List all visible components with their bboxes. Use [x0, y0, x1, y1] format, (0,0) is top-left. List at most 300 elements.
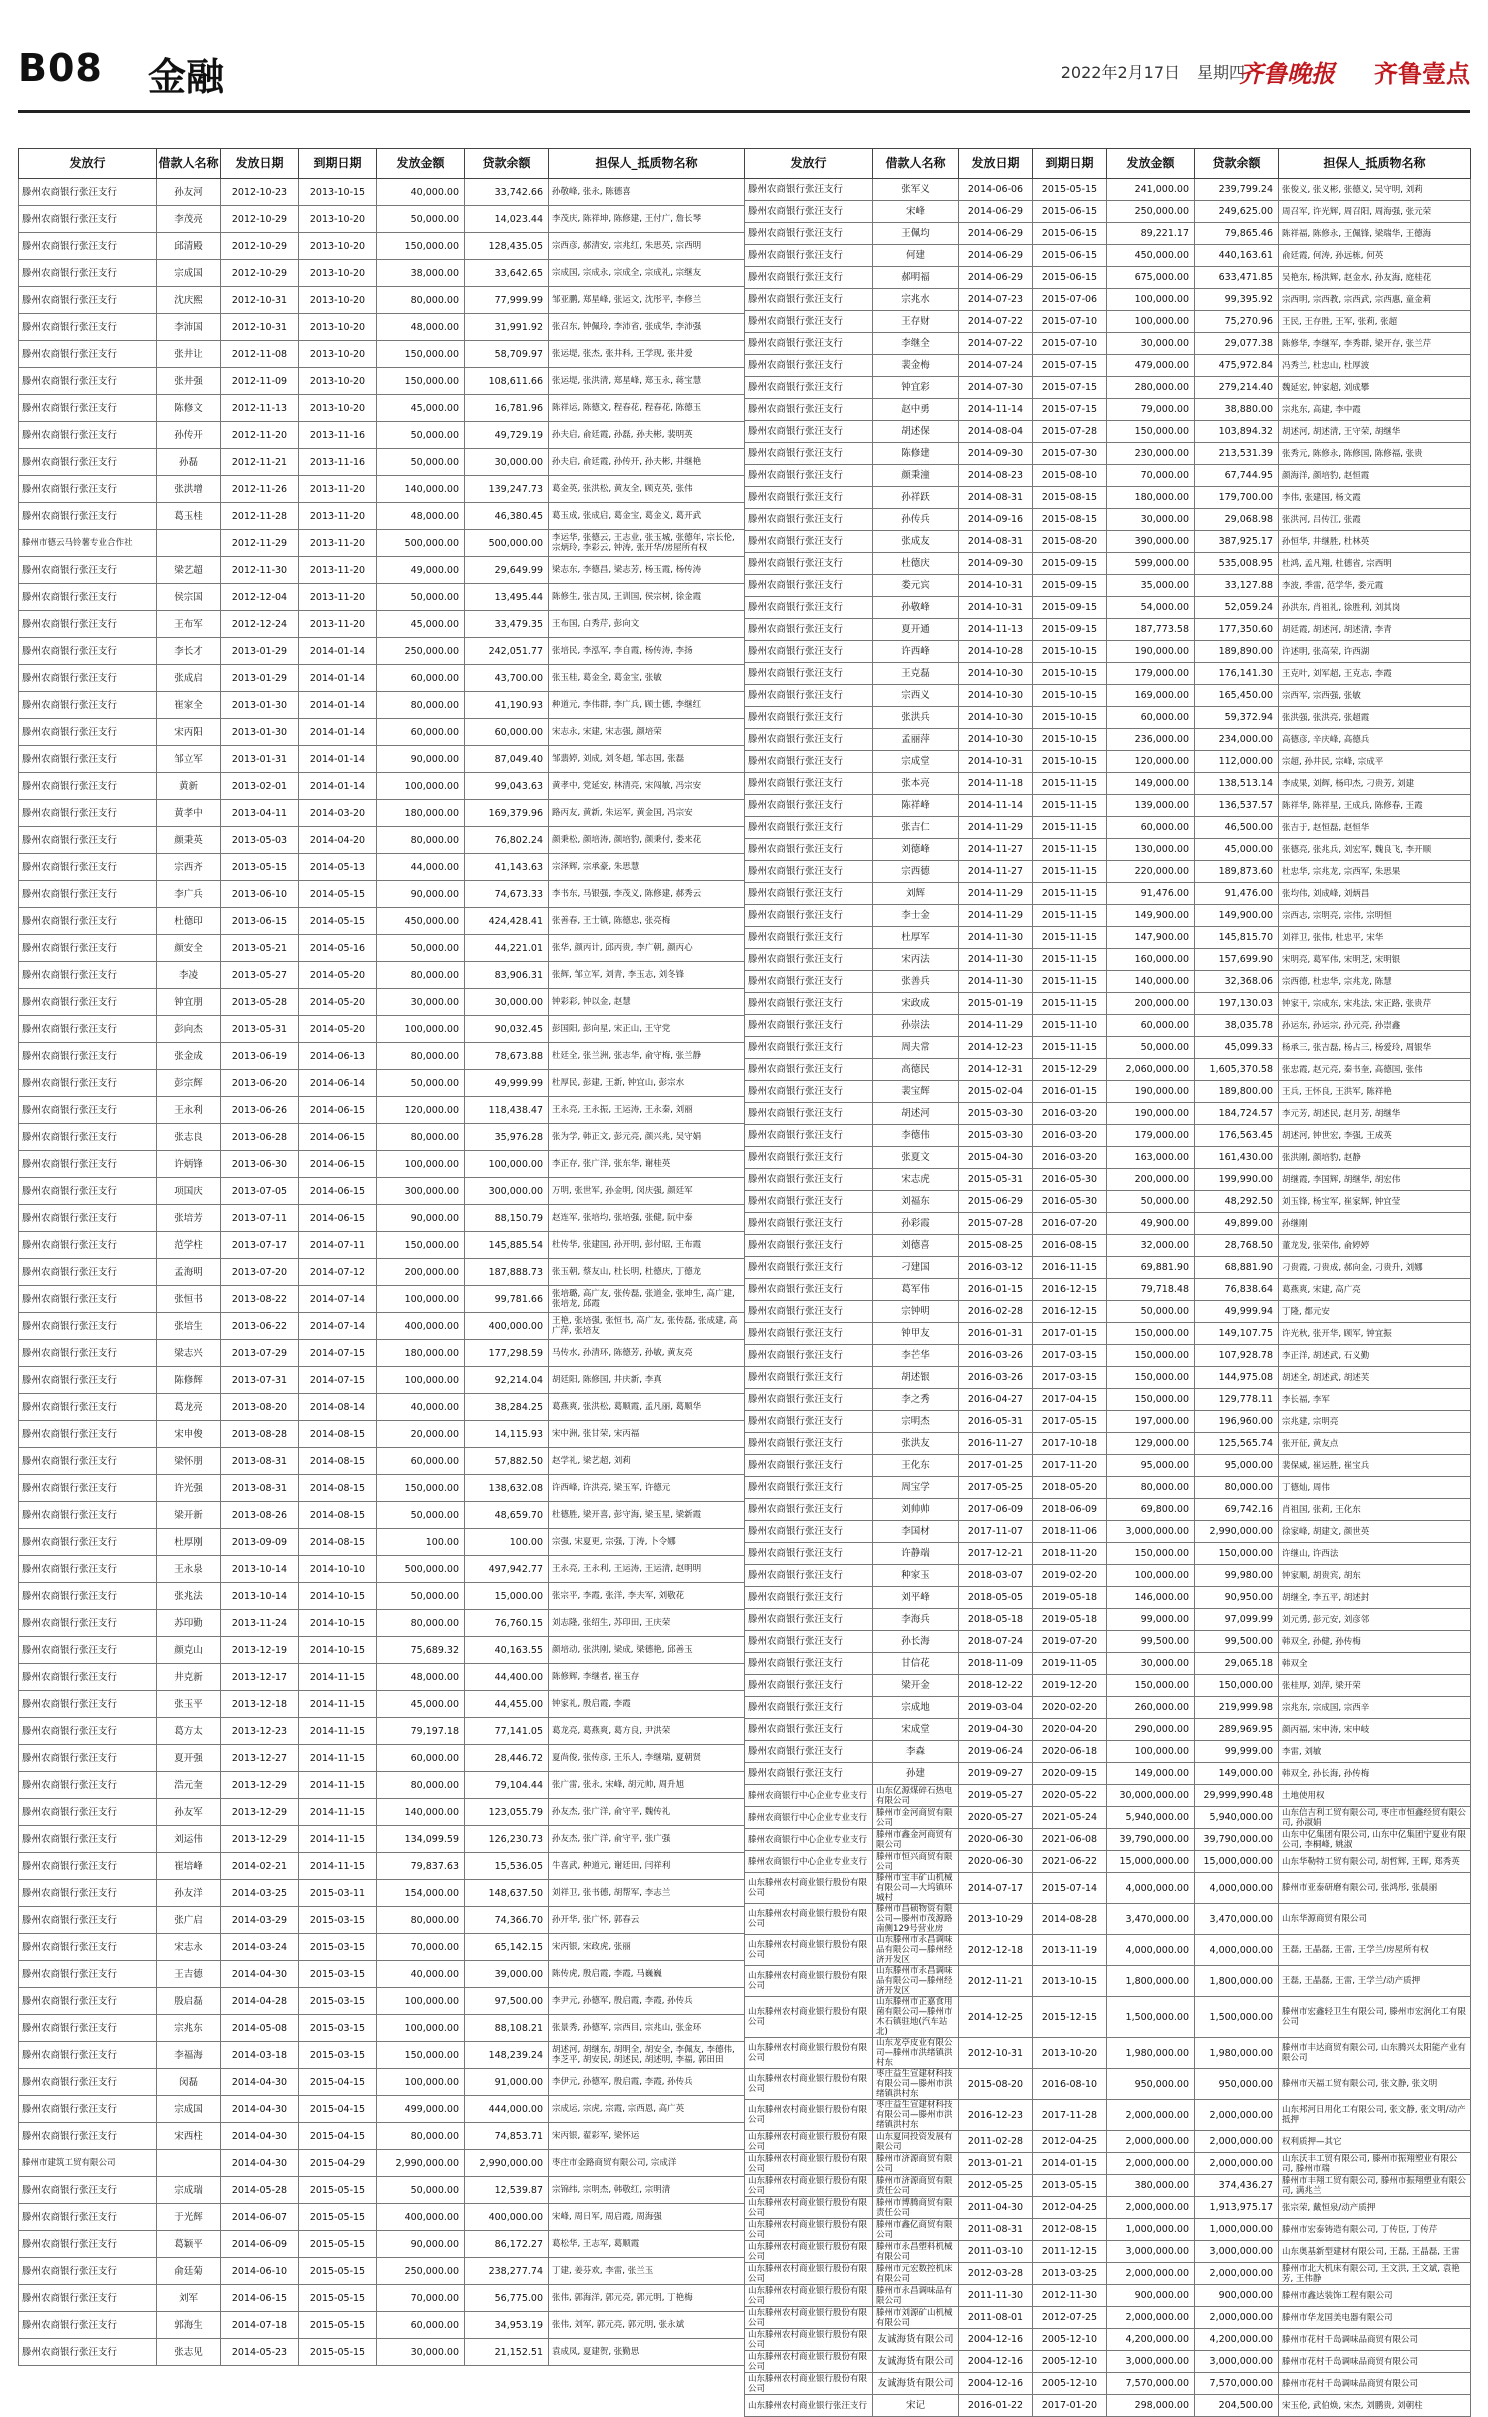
table-cell: 2014-01-15 — [1033, 2153, 1107, 2175]
table-row — [19, 827, 745, 854]
table-cell: 张成友 — [873, 531, 959, 553]
table-cell: 张均伟, 刘成峰, 刘炳昌 — [1279, 883, 1471, 905]
table-cell: 滕州农商银行张汪支行 — [745, 1587, 873, 1609]
table-cell: 60,000.00 — [377, 665, 465, 692]
table-cell: 滕州农商银行张汪支行 — [745, 1609, 873, 1631]
table-cell: 29,065.18 — [1195, 1653, 1279, 1675]
table-cell: 孟丽萍 — [873, 729, 959, 751]
table-cell: 张井强 — [157, 368, 221, 395]
table-cell: 2016-03-20 — [1033, 1103, 1107, 1125]
table-cell: 宗西齐 — [157, 854, 221, 881]
table-cell: 190,000.00 — [1107, 1103, 1195, 1125]
table-row — [19, 1961, 745, 1988]
table-cell: 2013-10-14 — [221, 1583, 299, 1610]
table-row — [19, 422, 745, 449]
table-cell: 滕州农商银行张汪支行 — [745, 1499, 873, 1521]
table-cell: 139,247.73 — [465, 476, 549, 503]
table-row — [745, 2100, 1471, 2131]
table-cell: 2013-01-29 — [221, 665, 299, 692]
table-cell: 46,380.45 — [465, 503, 549, 530]
table-cell: 2014-05-16 — [299, 935, 377, 962]
table-cell: 79,000.00 — [1107, 399, 1195, 421]
table-row — [745, 1103, 1471, 1125]
table-cell: 220,000.00 — [1107, 861, 1195, 883]
table-row — [19, 557, 745, 584]
table-cell: 200,000.00 — [1107, 1169, 1195, 1191]
table-cell: 滕州农商银行张汪支行 — [19, 2123, 157, 2150]
table-row — [745, 1015, 1471, 1037]
table-cell: 苏印勤 — [157, 1610, 221, 1637]
table-cell: 2013-08-28 — [221, 1421, 299, 1448]
table-cell: 2020-05-22 — [1033, 1785, 1107, 1807]
table-cell: 2015-03-15 — [299, 1961, 377, 1988]
table-cell: 王磊, 王晶磊, 王雷, 王学兰/房屋所有权 — [1279, 1935, 1471, 1966]
table-cell: 滕州农商银行张汪支行 — [745, 1631, 873, 1653]
table-cell: 2015-04-29 — [299, 2150, 377, 2177]
table-cell: 宗成国 — [157, 2096, 221, 2123]
table-cell: 张洪河, 吕传江, 张霞 — [1279, 509, 1471, 531]
table-cell: 2016-05-31 — [959, 1411, 1033, 1433]
table-cell: 梁开新 — [157, 1502, 221, 1529]
table-cell: 葛龙亮, 葛燕爽, 葛方良, 尹洪荣 — [549, 1718, 745, 1745]
col-amount: 发放金额 — [377, 149, 465, 179]
table-cell: 2,000,000.00 — [1107, 2197, 1195, 2219]
table-cell: 150,000.00 — [377, 2042, 465, 2069]
table-cell: 100.00 — [377, 1529, 465, 1556]
table-cell: 种家玉 — [873, 1565, 959, 1587]
table-cell: 滕州农商银行张汪支行 — [19, 719, 157, 746]
table-row — [19, 1475, 745, 1502]
table-cell: 滕州市鑫达装饰工程有限公司 — [1279, 2285, 1471, 2307]
table-cell: 山东夏同投资发展有限公司 — [873, 2131, 959, 2153]
table-cell: 5,940,000.00 — [1107, 1807, 1195, 1829]
table-cell: 2016-01-22 — [959, 2395, 1033, 2417]
table-cell: 2020-04-20 — [1033, 1719, 1107, 1741]
issue-date: 2022年2月17日 — [1060, 63, 1180, 82]
table-cell: 杜廷全, 张兰洲, 张志华, 俞守梅, 张兰静 — [549, 1043, 745, 1070]
table-cell: 宋政成 — [873, 993, 959, 1015]
table-cell: 滕州农商银行中心企业专业支行 — [745, 1807, 873, 1829]
table-row — [19, 1772, 745, 1799]
table-row — [745, 1235, 1471, 1257]
table-cell: 山东滕州农村商业银行股份有限公司 — [745, 2263, 873, 2285]
table-row — [19, 2177, 745, 2204]
table-row — [745, 201, 1471, 223]
table-row — [19, 2015, 745, 2042]
table-cell: 90,032.45 — [465, 1016, 549, 1043]
table-cell: 33,642.65 — [465, 260, 549, 287]
table-cell: 王艳, 张培强, 张恒书, 高广友, 张传磊, 张成建, 高广萍, 张培友 — [549, 1313, 745, 1340]
table-cell: 67,744.95 — [1195, 465, 1279, 487]
table-cell: 滕州农商银行张汪支行 — [19, 1124, 157, 1151]
table-row — [745, 1904, 1471, 1935]
table-cell: 滕州农商银行张汪支行 — [745, 1367, 873, 1389]
table-cell: 187,773.58 — [1107, 619, 1195, 641]
table-cell: 2014-08-14 — [299, 1394, 377, 1421]
table-cell: 滕州农商银行张汪支行 — [745, 223, 873, 245]
table-cell: 2019-04-30 — [959, 1719, 1033, 1741]
table-cell: 山东滕州农村商业银行股份有限公司 — [745, 1873, 873, 1904]
table-cell: 2013-08-31 — [221, 1448, 299, 1475]
table-cell: 7,570,000.00 — [1107, 2373, 1195, 2395]
table-cell: 7,570,000.00 — [1195, 2373, 1279, 2395]
table-cell: 2016-05-30 — [1033, 1191, 1107, 1213]
col-amount: 发放金额 — [1107, 149, 1195, 179]
table-cell: 2019-03-04 — [959, 1697, 1033, 1719]
table-cell: 2012-11-30 — [1033, 2285, 1107, 2307]
table-cell: 179,000.00 — [1107, 1125, 1195, 1147]
table-cell: 滕州农商银行张汪支行 — [19, 1043, 157, 1070]
table-cell: 崔家全 — [157, 692, 221, 719]
table-row — [745, 2131, 1471, 2153]
table-cell: 刘军 — [157, 2285, 221, 2312]
table-cell: 2014-03-20 — [299, 800, 377, 827]
table-cell: 2014-07-17 — [959, 1873, 1033, 1904]
table-cell: 78,673.88 — [465, 1043, 549, 1070]
table-row — [745, 2351, 1471, 2373]
table-cell: 2005-12-10 — [1033, 2373, 1107, 2395]
table-cell: 900,000.00 — [1107, 2285, 1195, 2307]
table-cell: 50,000.00 — [1107, 1037, 1195, 1059]
table-cell: 李芒华 — [873, 1345, 959, 1367]
table-row — [19, 233, 745, 260]
table-cell: 150,000.00 — [1195, 1543, 1279, 1565]
table-cell: 14,115.93 — [465, 1421, 549, 1448]
table-cell: 33,479.35 — [465, 611, 549, 638]
col-balance: 贷款余额 — [1195, 149, 1279, 179]
table-cell: 孙友杰, 张广洋, 俞守平, 张广强 — [549, 1826, 745, 1853]
table-cell: 97,500.00 — [465, 1988, 549, 2015]
table-cell: 2014-08-31 — [959, 487, 1033, 509]
table-row — [745, 553, 1471, 575]
table-row — [19, 1691, 745, 1718]
table-cell: 滕州农商银行张汪支行 — [745, 1389, 873, 1411]
table-cell: 张伟, 刘军, 郭元亮, 郭元明, 张永斌 — [549, 2312, 745, 2339]
table-row — [19, 287, 745, 314]
table-cell: 滕州农商银行张汪支行 — [19, 611, 157, 638]
table-cell: 山东滕州农村商业银行股份有限公司 — [745, 2219, 873, 2241]
table-cell: 2012-11-26 — [221, 476, 299, 503]
table-cell: 2014-10-28 — [959, 641, 1033, 663]
table-cell: 宋玉伦, 武伯焕, 宋杰, 刘鹏贵, 刘朝柱 — [1279, 2395, 1471, 2417]
table-cell: 山东信吉利工贸有限公司, 枣庄市恒鑫经贸有限公司, 孙淑娟 — [1279, 1807, 1471, 1829]
table-cell: 滕州农商银行张汪支行 — [745, 1081, 873, 1103]
table-cell: 43,700.00 — [465, 665, 549, 692]
table-cell: 陈修生, 张吉凤, 王训国, 侯宗树, 徐金霞 — [549, 584, 745, 611]
table-cell: 2011-11-30 — [959, 2285, 1033, 2307]
table-cell: 于光辉 — [157, 2204, 221, 2231]
table-cell: 宋记 — [873, 2395, 959, 2417]
table-row — [745, 839, 1471, 861]
table-cell: 12,539.87 — [465, 2177, 549, 2204]
table-cell: 2013-06-30 — [221, 1151, 299, 1178]
table-row — [19, 1043, 745, 1070]
table-cell: 滕州农商银行张汪支行 — [19, 1772, 157, 1799]
table-cell: 项国庆 — [157, 1178, 221, 1205]
table-cell: 颜秉松, 颜培涛, 颜培豹, 颜秉付, 娄来花 — [549, 827, 745, 854]
table-cell: 2005-12-10 — [1033, 2351, 1107, 2373]
table-cell: 孙友洋 — [157, 1880, 221, 1907]
table-cell: 169,379.96 — [465, 800, 549, 827]
table-cell: 孙友河 — [157, 179, 221, 206]
table-cell: 154,000.00 — [377, 1880, 465, 1907]
table-cell: 150,000.00 — [377, 233, 465, 260]
table-cell: 2013-01-30 — [221, 692, 299, 719]
table-cell: 2020-09-15 — [1033, 1763, 1107, 1785]
table-row — [745, 597, 1471, 619]
table-cell: 滕州农商银行张汪支行 — [19, 962, 157, 989]
table-cell: 2015-07-10 — [1033, 311, 1107, 333]
table-cell: 2013-01-30 — [221, 719, 299, 746]
table-cell: 山东滕州农村商业银行股份有限公司 — [745, 2329, 873, 2351]
table-cell: 张成启 — [157, 665, 221, 692]
table-cell: 滕州市丰达商贸有限公司, 山东腾兴太阳能产业有限公司 — [1279, 2038, 1471, 2069]
table-cell: 李长福, 李军 — [1279, 1389, 1471, 1411]
table-cell: 500,000.00 — [377, 530, 465, 557]
table-cell: 滕州农商银行张汪支行 — [745, 1763, 873, 1785]
table-cell: 2014-07-14 — [299, 1313, 377, 1340]
table-cell: 徐家峰, 胡建文, 颜世英 — [1279, 1521, 1471, 1543]
table-cell: 2013-12-17 — [221, 1664, 299, 1691]
table-cell: 滕州农商银行张汪支行 — [19, 584, 157, 611]
table-cell: 91,000.00 — [465, 2069, 549, 2096]
table-cell: 2016-11-15 — [1033, 1257, 1107, 1279]
table-cell: 675,000.00 — [1107, 267, 1195, 289]
table-cell: 2016-03-20 — [1033, 1147, 1107, 1169]
table-cell: 山东滕州农村商业银行股份有限公司 — [745, 1966, 873, 1997]
table-cell: 189,890.00 — [1195, 641, 1279, 663]
table-cell: 孙恒华, 井继胜, 杜林英 — [1279, 531, 1471, 553]
table-cell: 张军义 — [873, 179, 959, 201]
table-cell: 48,000.00 — [377, 503, 465, 530]
table-cell: 孙友军 — [157, 1799, 221, 1826]
table-cell: 2014-06-14 — [299, 1070, 377, 1097]
table-cell: 249,625.00 — [1195, 201, 1279, 223]
table-cell: 滕州市丰翔工贸有限公司, 滕州市振翔塑业有限公司, 满兆兰 — [1279, 2175, 1471, 2197]
table-cell: 2014-08-15 — [299, 1475, 377, 1502]
table-cell: 宗西德, 杜忠华, 宗兆龙, 陈慧 — [1279, 971, 1471, 993]
table-cell: 夏开通 — [873, 619, 959, 641]
table-cell: 2014-06-29 — [959, 223, 1033, 245]
table-cell: 2013-10-20 — [299, 233, 377, 260]
table-cell: 50,000.00 — [377, 1583, 465, 1610]
table-cell: 2,060,000.00 — [1107, 1059, 1195, 1081]
table-row — [19, 395, 745, 422]
table-cell: 邹翡婷, 刘成, 刘冬超, 邹志国, 张磊 — [549, 746, 745, 773]
table-cell: 滕州农商银行张汪支行 — [745, 1191, 873, 1213]
table-cell: 2018-05-20 — [1033, 1477, 1107, 1499]
table-cell: 滕州农商银行张汪支行 — [745, 201, 873, 223]
table-cell: 2014-11-14 — [959, 795, 1033, 817]
table-cell: 刘元勇, 彭元安, 刘彦邻 — [1279, 1609, 1471, 1631]
table-cell: 钟彩彩, 钟以金, 赵慧 — [549, 989, 745, 1016]
table-cell — [157, 2150, 221, 2177]
table-cell: 2019-05-27 — [959, 1785, 1033, 1807]
table-cell: 2013-01-21 — [959, 2153, 1033, 2175]
table-row — [745, 773, 1471, 795]
table-cell: 2012-11-20 — [221, 422, 299, 449]
table-cell: 宗兆东 — [157, 2015, 221, 2042]
table-cell: 149,000.00 — [1107, 1763, 1195, 1785]
table-cell: 100,000.00 — [1107, 311, 1195, 333]
table-cell: 2014-06-15 — [299, 1097, 377, 1124]
table-cell: 李广兵 — [157, 881, 221, 908]
table-cell: 胡述河, 钟世宏, 李强, 王成英 — [1279, 1125, 1471, 1147]
table-cell: 28,768.50 — [1195, 1235, 1279, 1257]
table-cell: 2016-01-15 — [1033, 1081, 1107, 1103]
table-cell: 2013-08-31 — [221, 1475, 299, 1502]
table-cell: 2011-08-01 — [959, 2307, 1033, 2329]
table-cell: 633,471.85 — [1195, 267, 1279, 289]
table-cell: 2014-03-25 — [221, 1880, 299, 1907]
table-cell: 2012-10-31 — [959, 2038, 1033, 2069]
table-cell: 479,000.00 — [1107, 355, 1195, 377]
table-cell: 100,000.00 — [377, 1367, 465, 1394]
table-cell: 杜德印 — [157, 908, 221, 935]
table-cell: 滕州市德云马铃薯专业合作社 — [19, 530, 157, 557]
table-cell: 2016-12-15 — [1033, 1279, 1107, 1301]
table-cell: 177,298.59 — [465, 1340, 549, 1367]
table-cell: 滕州农商银行张汪支行 — [19, 1097, 157, 1124]
table-row — [745, 729, 1471, 751]
table-cell: 张宗荣, 戴恒泉/动产质押 — [1279, 2197, 1471, 2219]
table-cell: 陈修辉, 李继者, 崔玉存 — [549, 1664, 745, 1691]
table-cell: 129,000.00 — [1107, 1433, 1195, 1455]
table-cell: 滕州农商银行张汪支行 — [745, 1125, 873, 1147]
table-cell: 2014-07-22 — [959, 311, 1033, 333]
table-cell: 80,000.00 — [1107, 1477, 1195, 1499]
table-cell: 滕州农商银行张汪支行 — [19, 2339, 157, 2366]
table-row — [745, 377, 1471, 399]
table-cell: 杜德胜, 梁开喜, 彭守海, 梁玉星, 梁新霞 — [549, 1502, 745, 1529]
table-row — [19, 2285, 745, 2312]
table-cell: 2013-07-17 — [221, 1232, 299, 1259]
table-cell: 2014-11-29 — [959, 883, 1033, 905]
table-cell: 山东滕州农村商业银行股份有限公司 — [745, 2373, 873, 2395]
table-cell: 宋丙法 — [873, 949, 959, 971]
table-cell: 2013-06-26 — [221, 1097, 299, 1124]
table-cell: 孙夫启, 俞廷霞, 孙传开, 孙夫彬, 井继艳 — [549, 449, 745, 476]
table-cell: 胡述河, 胡继东, 胡明全, 胡安全, 李佩友, 李德伟, 李芝平, 胡安民, 胡述民, 胡述明, 李福, 郭田田 — [549, 2042, 745, 2069]
table-cell: 150,000.00 — [377, 1475, 465, 1502]
table-cell: 滕州农商银行张汪支行 — [19, 1475, 157, 1502]
table-cell: 山东滕州农村商业银行股份有限公司 — [745, 1904, 873, 1935]
table-cell: 2020-06-18 — [1033, 1741, 1107, 1763]
table-row — [19, 1070, 745, 1097]
table-cell: 宋丙阳 — [157, 719, 221, 746]
table-cell: 张夏文 — [873, 1147, 959, 1169]
table-cell: 48,659.70 — [465, 1502, 549, 1529]
table-cell: 2014-06-15 — [221, 2285, 299, 2312]
table-cell: 滕州市济源商贸有限公司 — [873, 2153, 959, 2175]
table-cell: 王吉德 — [157, 1961, 221, 1988]
table-cell: 滕州农商银行张汪支行 — [19, 1637, 157, 1664]
table-cell: 2014-04-30 — [221, 1961, 299, 1988]
table-row — [745, 707, 1471, 729]
table-row — [745, 1829, 1471, 1851]
table-cell: 80,000.00 — [377, 1610, 465, 1637]
table-cell: 80,000.00 — [377, 1124, 465, 1151]
table-cell: 74,853.71 — [465, 2123, 549, 2150]
table-cell: 丁德灿, 周伟 — [1279, 1477, 1471, 1499]
table-cell: 2015-02-04 — [959, 1081, 1033, 1103]
table-cell: 2014-12-23 — [959, 1037, 1033, 1059]
table-cell: 2013-10-20 — [299, 314, 377, 341]
table-cell: 友诚海货有限公司 — [873, 2329, 959, 2351]
table-cell: 189,873.60 — [1195, 861, 1279, 883]
table-cell: 张秀元, 陈修永, 陈修国, 陈修福, 张贵 — [1279, 443, 1471, 465]
table-cell: 2015-07-15 — [1033, 399, 1107, 421]
table-cell: 滕州农商银行张汪支行 — [745, 905, 873, 927]
table-cell: 肖祖国, 张莉, 王化东 — [1279, 1499, 1471, 1521]
table-cell: 2014-04-30 — [221, 2096, 299, 2123]
table-cell: 145,815.70 — [1195, 927, 1279, 949]
table-row — [745, 1935, 1471, 1966]
table-row — [19, 1988, 745, 2015]
table-cell: 2013-07-31 — [221, 1367, 299, 1394]
table-cell: 2016-04-27 — [959, 1389, 1033, 1411]
table-cell: 213,531.39 — [1195, 443, 1279, 465]
table-cell: 2014-11-29 — [959, 1015, 1033, 1037]
table-row — [745, 1675, 1471, 1697]
table-cell: 张培芳 — [157, 1205, 221, 1232]
table-row — [19, 341, 745, 368]
table-cell: 91,476.00 — [1107, 883, 1195, 905]
table-cell: 葛燕爽, 宋建, 高广亮 — [1279, 1279, 1471, 1301]
table-cell: 山东滕州农村商业银行股份有限公司 — [745, 1935, 873, 1966]
table-cell: 2015-05-15 — [299, 2258, 377, 2285]
table-cell: 95,000.00 — [1107, 1455, 1195, 1477]
table-cell: 290,000.00 — [1107, 1719, 1195, 1741]
table-cell: 2013-03-25 — [1033, 2263, 1107, 2285]
table-cell: 滕州农商银行张汪支行 — [19, 1151, 157, 1178]
table-cell: 李茂亮 — [157, 206, 221, 233]
table-cell: 88,108.21 — [465, 2015, 549, 2042]
table-cell: 2020-06-30 — [959, 1851, 1033, 1873]
table-cell: 2014-11-29 — [959, 817, 1033, 839]
table-cell: 滕州农商银行张汪支行 — [745, 1213, 873, 1235]
table-cell: 2014-08-31 — [959, 531, 1033, 553]
table-cell: 289,969.95 — [1195, 1719, 1279, 1741]
table-row — [745, 2395, 1471, 2417]
table-row — [19, 665, 745, 692]
table-cell: 滕州农商银行张汪支行 — [19, 908, 157, 935]
table-cell: 山东滕州农村商业银行股份有限公司 — [745, 2069, 873, 2100]
table-cell: 144,975.08 — [1195, 1367, 1279, 1389]
table-cell: 2,000,000.00 — [1107, 2153, 1195, 2175]
table-cell: 孙传开 — [157, 422, 221, 449]
table-cell: 宋成堂 — [873, 1719, 959, 1741]
table-cell: 30,000.00 — [465, 989, 549, 1016]
table-cell: 宋西柱 — [157, 2123, 221, 2150]
table-cell: 孟海明 — [157, 1259, 221, 1286]
table-cell: 山东滕州市永昌调味品有限公司—滕州经济开发区 — [873, 1966, 959, 1997]
table-cell: 199,990.00 — [1195, 1169, 1279, 1191]
table-cell: 王民, 王存胜, 王军, 张莉, 张超 — [1279, 311, 1471, 333]
table-cell: 裴宝辉 — [873, 1081, 959, 1103]
table-cell: 葛燕爽, 张洪松, 葛顺霞, 孟凡丽, 葛顺华 — [549, 1394, 745, 1421]
table-cell: 2014-10-30 — [959, 707, 1033, 729]
table-cell: 滕州市永昌调味品有限公司 — [873, 2285, 959, 2307]
table-cell: 49,729.19 — [465, 422, 549, 449]
table-cell: 孙夫启, 俞廷霞, 孙磊, 孙夫彬, 裴明英 — [549, 422, 745, 449]
table-cell: 韩双全, 孙长海, 孙传梅 — [1279, 1763, 1471, 1785]
table-cell: 李海兵 — [873, 1609, 959, 1631]
table-cell: 孙继刚 — [1279, 1213, 1471, 1235]
table-cell: 滕州农商银行张汪支行 — [745, 1433, 873, 1455]
table-row — [19, 1880, 745, 1907]
table-cell: 滕州农商银行张汪支行 — [745, 1323, 873, 1345]
